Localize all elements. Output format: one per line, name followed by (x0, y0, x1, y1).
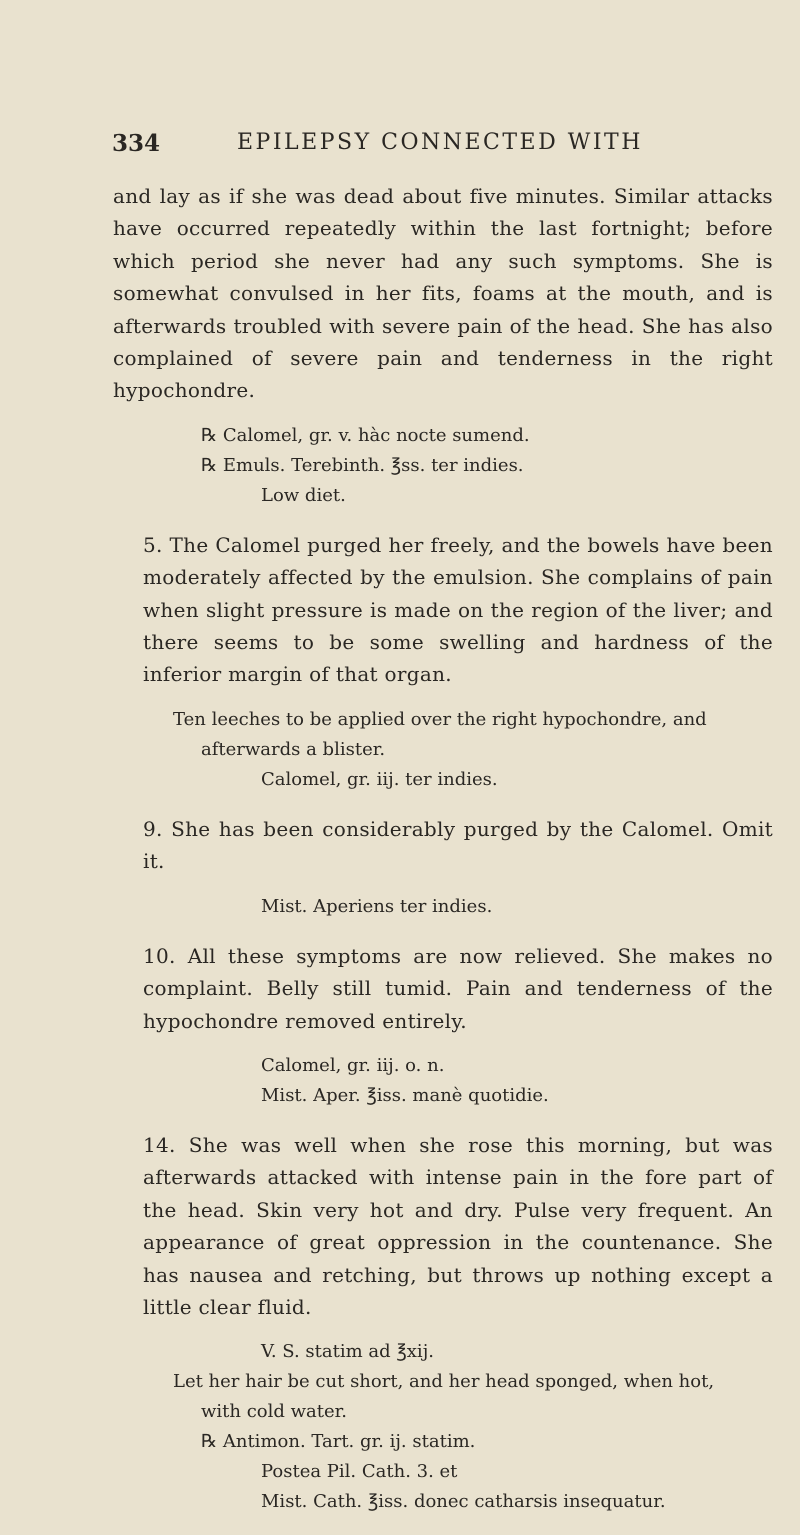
prescription-line: Calomel, gr. iij. o. n. (261, 1054, 445, 1076)
prescription-line: Mist. Cath. ℥iss. donec catharsis insequatur. (261, 1491, 666, 1513)
prescription-block (113, 421, 773, 511)
paragraph: 9. She has been considerably purged by the Calomel. Omit it. (143, 816, 773, 874)
prescription-line: Let her hair be cut short, and her head sponged, when hot, (173, 1371, 715, 1393)
prescription-block (113, 1051, 773, 1111)
prescription-line: Low diet. (261, 484, 346, 506)
prescription-line: afterwards a blister. (201, 738, 386, 760)
page-number: 334 (112, 130, 161, 157)
paragraph: and lay as if she was dead about five minutes. Similar attacks have occurred repeatedly within the last fortnight; before which period she never had any such symptoms. She is somewhat convulsed in her fits, foams at the mouth, and is afterwards troubled with severe pain of the head. She has also complained of severe pain and tenderness in the right hypochondre. (113, 184, 773, 403)
paragraph: 14. She was well when she rose this morning, but was afterwards attacked with intense pain in the fore part of the head. Skin very hot and dry. Pulse very frequent. An appearance of great oppression in the countenance. She has nausea and retching, but throws up nothing except a little clear fluid. (143, 1132, 773, 1319)
prescription-line: with cold water. (201, 1401, 348, 1423)
body-text (113, 180, 773, 1535)
prescription-block (113, 892, 773, 922)
paragraph: 5. The Calomel purged her freely, and the bowels have been moderately affected by the emulsion. She complains of pain when slight pressure is made on the region of the liver; and there seems to be some swelling and hardness of the inferior margin of that organ. (143, 532, 773, 687)
prescription-line: V. S. statim ad ℥xij. (261, 1341, 434, 1363)
paragraph: 10. All these symptoms are now relieved. She makes no complaint. Belly still tumid. Pain and tenderness of the hypochondre removed entirely. (143, 943, 773, 1033)
prescription-line: Mist. Aper. ℥iss. manè quotidie. (261, 1084, 549, 1106)
prescription-line: ℞ Calomel, gr. v. hàc nocte sumend. (201, 424, 530, 446)
prescription-line: ℞ Antimon. Tart. gr. ij. statim. (201, 1431, 476, 1453)
prescription-line: Ten leeches to be applied over the right hypochondre, and (173, 708, 707, 730)
prescription-line: Calomel, gr. iij. ter indies. (261, 768, 498, 790)
running-title: EPILEPSY CONNECTED WITH (237, 130, 643, 155)
page-header (112, 130, 772, 170)
prescription-block (113, 705, 773, 795)
prescription-line: Postea Pil. Cath. 3. et (261, 1461, 458, 1483)
prescription-line: Mist. Aperiens ter indies. (261, 895, 493, 917)
prescription-line: ℞ Emuls. Terebinth. ℥ss. ter indies. (201, 454, 524, 476)
prescription-block (113, 1337, 773, 1517)
